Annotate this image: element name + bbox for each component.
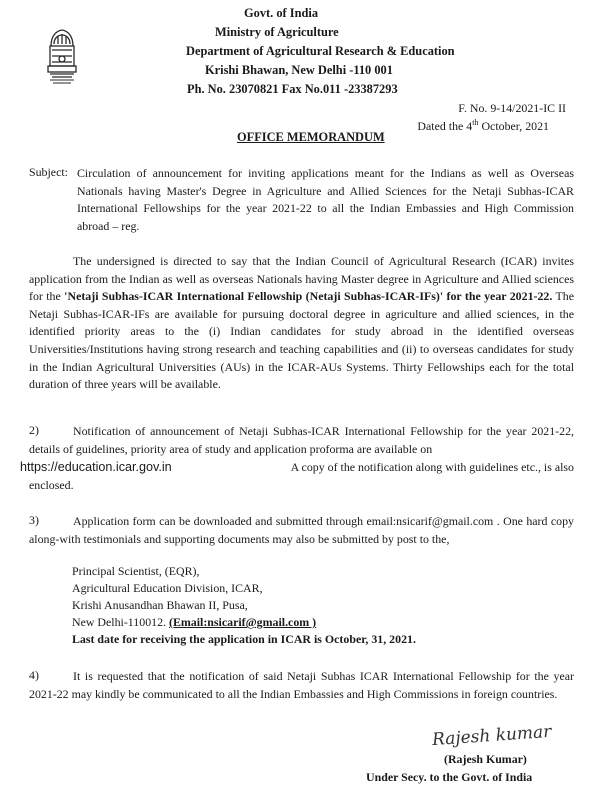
dated-month-year: October, 2021 [481,118,549,133]
address-line-1: Principal Scientist, (EQR), [72,564,200,578]
handwritten-signature: Rajesh kumar [431,721,552,751]
file-number: F. No. 9-14/2021-IC II [458,101,566,115]
last-date-notice: Last date for receiving the application in ICAR is October, 31, 2021. [72,632,416,646]
paragraph-4-text: It is requested that the notification of said Netaji Subhas ICAR International Fellowship for the year 2021-22 may kindly be communicated to all the Indian Embassies and High Commissions in foreign countries. [29,669,574,701]
paragraph-2-text: Notification of announcement of Netaji Subhas-ICAR International Fellowship for the year 2021-22, details of guidelines, priority area of study and application proforma are available on [29,424,574,456]
address-line-3: Krishi Anusandhan Bhawan II, Pusa, [72,598,248,612]
page-title: OFFICE MEMORANDUM [237,130,385,144]
address-line-4 [72,615,316,630]
paragraph-2-last: enclosed. [29,478,74,492]
subject-label: Subject: [29,165,68,179]
header-govt: Govt. of India [244,6,319,20]
address-line-2: Agricultural Education Division, ICAR, [72,581,263,595]
dated-day: 4 [466,118,473,133]
paragraph-2-rest: A copy of the notification along with guidelines etc., is also [290,460,574,474]
paragraph-4-number: 4) [29,668,39,682]
paragraph-3-number: 3) [29,513,39,527]
header-address: Krishi Bhawan, New Delhi -110 001 [205,63,393,77]
address-city: New Delhi-110012. [72,615,167,629]
education-portal-link[interactable]: https://education.icar.gov.in [20,460,172,474]
paragraph-1-text-a: The undersigned is directed to say that the Indian Council of Agricultural Research (ICAR) invites application from the Indian as well as overseas Nationals having Master degree in Agriculture and Allied sciences for the [29,254,574,304]
signatory-designation: Under Secy. to the Govt. of India [366,770,533,784]
paragraph-1-bold: 'Netaji Subhas-ICAR International Fellowship (Netaji Subhas-ICAR-IFs)' for the year 2021-22. [64,289,553,304]
dated-day-suffix: th [472,118,479,127]
header-department: Department of Agricultural Research & Education [186,44,455,58]
paragraph-1 [29,253,574,394]
dated-line [417,118,549,134]
subject-text: Circulation of announcement for inviting applications meant for the Indians as well as Overseas Nationals having Master's Degree in Agriculture and Allied Sciences for the Netaji Subhas-ICAR International Fellowships for the year 2021-22 to all the Indian Embassies and High Commission abroad – reg. [77,166,574,233]
paragraph-2-number: 2) [29,423,39,437]
header-ministry: Ministry of Agriculture [215,25,339,39]
signatory-name: (Rajesh Kumar) [444,752,527,766]
paragraph-3-text: Application form can be downloaded and submitted through email:nsicarif@gmail.com . One hard copy along-with testimonials and supporting documents may also be submitted by post to the, [29,514,574,546]
header-phone-fax: Ph. No. 23070821 Fax No.011 -23387293 [187,82,398,96]
dated-prefix: Dated the [417,118,464,133]
national-emblem-icon [42,22,82,86]
email-link[interactable]: (Email:nsicarif@gmail.com ) [169,615,317,629]
paragraph-1-text-b: The Netaji Subhas-ICAR-IFs are available for pursuing doctoral degree in agriculture and allied sciences, in the identified priority areas to the (i) Indian candidates for study abroad in the identified overseas Universities/Institutions having strong research and teaching capabilities and (ii) to overseas candidates for study in the Indian Agricultural Universities (AUs) in the ICAR-AUs Systems. Thirty Fellowships each for the total duration of three years will be available. [29,289,575,392]
